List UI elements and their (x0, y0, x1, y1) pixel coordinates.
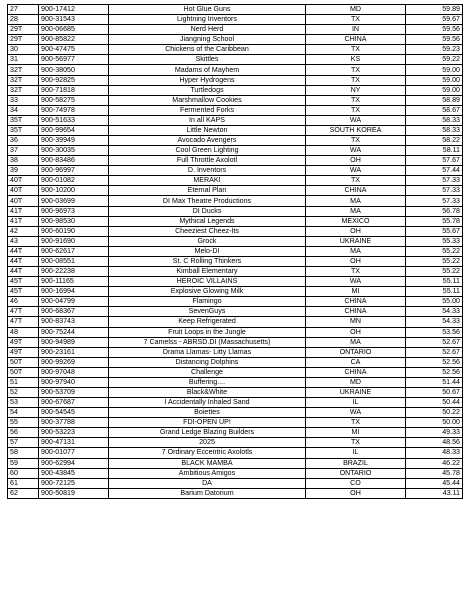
state-cell: BRAZIL (306, 458, 406, 468)
team-number-cell: 900-50819 (39, 488, 109, 498)
team-number-cell: 900-01082 (39, 176, 109, 186)
state-cell: TX (306, 75, 406, 85)
team-name-cell: Keep Refrigerated (109, 317, 306, 327)
team-number-cell: 900-06685 (39, 25, 109, 35)
state-cell: TX (306, 418, 406, 428)
score-cell: 55.11 (406, 287, 463, 297)
team-number-cell: 900-23161 (39, 347, 109, 357)
table-row (8, 226, 463, 236)
rank-cell: 27 (8, 5, 39, 15)
score-cell: 48.56 (406, 438, 463, 448)
score-cell: 50.44 (406, 398, 463, 408)
team-name-cell: Chickens of the Caribbean (109, 45, 306, 55)
score-cell: 52.56 (406, 367, 463, 377)
table-row (8, 25, 463, 35)
team-name-cell: HEROIC VILLAINS (109, 277, 306, 287)
team-name-cell: Cool Green Lighting (109, 146, 306, 156)
rank-cell: 47T (8, 317, 39, 327)
score-cell: 58.22 (406, 136, 463, 146)
score-cell: 58.33 (406, 125, 463, 135)
table-row (8, 45, 463, 55)
state-cell: MEXICO (306, 216, 406, 226)
rank-cell: 58 (8, 448, 39, 458)
state-cell: IN (306, 25, 406, 35)
team-name-cell: Distancing Dolphins (109, 357, 306, 367)
table-row (8, 347, 463, 357)
table-row (8, 287, 463, 297)
state-cell: SOUTH KOREA (306, 125, 406, 135)
table-row (8, 115, 463, 125)
state-cell: ONTARIO (306, 347, 406, 357)
rank-cell: 41T (8, 206, 39, 216)
score-cell: 49.33 (406, 428, 463, 438)
team-number-cell: 900-99269 (39, 357, 109, 367)
table-row (8, 337, 463, 347)
team-name-cell: Flamingo (109, 297, 306, 307)
table-row (8, 136, 463, 146)
team-number-cell: 900-85822 (39, 35, 109, 45)
state-cell: WA (306, 408, 406, 418)
rank-cell: 48 (8, 327, 39, 337)
results-body (8, 5, 463, 499)
team-name-cell: D. Inventors (109, 166, 306, 176)
state-cell: IL (306, 448, 406, 458)
rank-cell: 44T (8, 246, 39, 256)
state-cell: TX (306, 15, 406, 25)
rank-cell: 55 (8, 418, 39, 428)
state-cell: OH (306, 488, 406, 498)
rank-cell: 36 (8, 136, 39, 146)
rank-cell: 44T (8, 256, 39, 266)
state-cell: TX (306, 105, 406, 115)
table-row (8, 95, 463, 105)
score-cell: 55.22 (406, 256, 463, 266)
team-number-cell: 900-03699 (39, 196, 109, 206)
team-name-cell: Full Throttle Axolotl (109, 156, 306, 166)
table-row (8, 428, 463, 438)
state-cell: CHINA (306, 297, 406, 307)
rank-cell: 34 (8, 105, 39, 115)
team-number-cell: 900-17412 (39, 5, 109, 15)
team-number-cell: 900-83743 (39, 317, 109, 327)
rank-cell: 50T (8, 367, 39, 377)
team-number-cell: 900-83486 (39, 156, 109, 166)
team-number-cell: 900-92825 (39, 75, 109, 85)
team-number-cell: 900-58275 (39, 95, 109, 105)
table-row (8, 448, 463, 458)
score-cell: 55.00 (406, 297, 463, 307)
state-cell: CHINA (306, 367, 406, 377)
team-name-cell: Black&White (109, 387, 306, 397)
team-name-cell: DI Max Theatre Productions (109, 196, 306, 206)
table-row (8, 458, 463, 468)
state-cell: KS (306, 55, 406, 65)
table-row (8, 186, 463, 196)
score-cell: 57.33 (406, 196, 463, 206)
team-name-cell: FDI-OPEN UP! (109, 418, 306, 428)
state-cell: MA (306, 337, 406, 347)
score-cell: 59.00 (406, 65, 463, 75)
score-cell: 45.44 (406, 478, 463, 488)
state-cell: NY (306, 85, 406, 95)
table-row (8, 387, 463, 397)
team-number-cell: 900-99654 (39, 125, 109, 135)
score-cell: 58.33 (406, 115, 463, 125)
table-row (8, 327, 463, 337)
score-cell: 57.33 (406, 176, 463, 186)
rank-cell: 43 (8, 236, 39, 246)
table-row (8, 317, 463, 327)
table-row (8, 35, 463, 45)
score-cell: 58.11 (406, 146, 463, 156)
table-row (8, 105, 463, 115)
rank-cell: 35T (8, 125, 39, 135)
team-number-cell: 900-75244 (39, 327, 109, 337)
table-row (8, 307, 463, 317)
rank-cell: 32T (8, 65, 39, 75)
score-cell: 53.56 (406, 327, 463, 337)
team-number-cell: 900-47131 (39, 438, 109, 448)
rank-cell: 62 (8, 488, 39, 498)
team-number-cell: 900-97940 (39, 377, 109, 387)
team-number-cell: 900-04799 (39, 297, 109, 307)
team-number-cell: 900-31543 (39, 15, 109, 25)
team-number-cell: 900-96973 (39, 206, 109, 216)
score-cell: 59.56 (406, 25, 463, 35)
score-cell: 52.56 (406, 357, 463, 367)
state-cell: TX (306, 95, 406, 105)
team-name-cell: Buffering.... (109, 377, 306, 387)
state-cell: CHINA (306, 307, 406, 317)
team-number-cell: 900-47475 (39, 45, 109, 55)
team-number-cell: 900-56977 (39, 55, 109, 65)
team-name-cell: Marshmallow Cookies (109, 95, 306, 105)
team-name-cell: BLACK MAMBA (109, 458, 306, 468)
table-row (8, 65, 463, 75)
state-cell: MD (306, 5, 406, 15)
team-name-cell: Madams of Mayhem (109, 65, 306, 75)
table-row (8, 438, 463, 448)
team-number-cell: 900-94989 (39, 337, 109, 347)
team-name-cell: Jiangning School (109, 35, 306, 45)
table-row (8, 146, 463, 156)
state-cell: CA (306, 357, 406, 367)
table-row (8, 377, 463, 387)
rank-cell: 35T (8, 115, 39, 125)
score-cell: 59.00 (406, 75, 463, 85)
score-cell: 59.67 (406, 15, 463, 25)
score-cell: 55.67 (406, 226, 463, 236)
team-number-cell: 900-71818 (39, 85, 109, 95)
rank-cell: 49T (8, 337, 39, 347)
rank-cell: 40T (8, 176, 39, 186)
rank-cell: 30 (8, 45, 39, 55)
table-row (8, 246, 463, 256)
score-cell: 50.67 (406, 387, 463, 397)
score-cell: 52.67 (406, 347, 463, 357)
team-number-cell: 900-53709 (39, 387, 109, 397)
state-cell: CHINA (306, 35, 406, 45)
team-name-cell: Ambitious Amigos (109, 468, 306, 478)
rank-cell: 28 (8, 15, 39, 25)
score-cell: 55.22 (406, 246, 463, 256)
score-cell: 50.22 (406, 408, 463, 418)
rank-cell: 44T (8, 267, 39, 277)
table-row (8, 196, 463, 206)
team-number-cell: 900-01077 (39, 448, 109, 458)
score-cell: 52.67 (406, 337, 463, 347)
rank-cell: 59 (8, 458, 39, 468)
score-cell: 59.23 (406, 45, 463, 55)
team-name-cell: Lightning Inventors (109, 15, 306, 25)
score-cell: 59.56 (406, 35, 463, 45)
team-number-cell: 900-97048 (39, 367, 109, 377)
table-row (8, 357, 463, 367)
team-number-cell: 900-72125 (39, 478, 109, 488)
rank-cell: 51 (8, 377, 39, 387)
team-name-cell: 7 Ordinary Eccentric Axolotls (109, 448, 306, 458)
team-number-cell: 900-91690 (39, 236, 109, 246)
rank-cell: 39 (8, 166, 39, 176)
table-row (8, 256, 463, 266)
table-row (8, 478, 463, 488)
state-cell: OH (306, 327, 406, 337)
team-number-cell: 900-16994 (39, 287, 109, 297)
rank-cell: 42 (8, 226, 39, 236)
score-cell: 58.89 (406, 95, 463, 105)
team-number-cell: 900-68367 (39, 307, 109, 317)
state-cell: MN (306, 317, 406, 327)
state-cell: TX (306, 267, 406, 277)
team-number-cell: 900-54545 (39, 408, 109, 418)
team-name-cell: Grand Ledge Blazing Builders (109, 428, 306, 438)
state-cell: TX (306, 45, 406, 55)
score-cell: 57.44 (406, 166, 463, 176)
rank-cell: 49T (8, 347, 39, 357)
state-cell: OH (306, 156, 406, 166)
state-cell: TX (306, 65, 406, 75)
rank-cell: 45T (8, 277, 39, 287)
rank-cell: 41T (8, 216, 39, 226)
score-cell: 59.89 (406, 5, 463, 15)
rank-cell: 45T (8, 287, 39, 297)
team-number-cell: 900-38050 (39, 65, 109, 75)
rank-cell: 50T (8, 357, 39, 367)
team-name-cell: Drama Llamas- Litty Llamas (109, 347, 306, 357)
state-cell: UKRAINE (306, 236, 406, 246)
team-name-cell: Avocado Avengers (109, 136, 306, 146)
team-number-cell: 900-22238 (39, 267, 109, 277)
score-cell: 55.33 (406, 236, 463, 246)
team-name-cell: DI Ducks (109, 206, 306, 216)
team-number-cell: 900-53223 (39, 428, 109, 438)
score-cell: 55.11 (406, 277, 463, 287)
table-row (8, 398, 463, 408)
state-cell: MA (306, 206, 406, 216)
state-cell: CO (306, 478, 406, 488)
table-row (8, 468, 463, 478)
state-cell: WA (306, 115, 406, 125)
team-name-cell: Eternal Plan (109, 186, 306, 196)
score-cell: 54.33 (406, 307, 463, 317)
team-number-cell: 900-96997 (39, 166, 109, 176)
team-name-cell: Little Newton (109, 125, 306, 135)
team-number-cell: 900-62994 (39, 458, 109, 468)
results-table (7, 4, 463, 499)
team-name-cell: Fruit Loops in the Jungle (109, 327, 306, 337)
team-name-cell: Kimball Elementary (109, 267, 306, 277)
table-row (8, 85, 463, 95)
table-row (8, 206, 463, 216)
team-name-cell: 7 Camelss - ABRSD.DI (Massachusetts) (109, 337, 306, 347)
rank-cell: 47T (8, 307, 39, 317)
state-cell: MI (306, 428, 406, 438)
table-row (8, 267, 463, 277)
rank-cell: 46 (8, 297, 39, 307)
score-cell: 59.22 (406, 55, 463, 65)
team-name-cell: St. C Rolling Thinkers (109, 256, 306, 266)
rank-cell: 53 (8, 398, 39, 408)
table-row (8, 367, 463, 377)
rank-cell: 40T (8, 186, 39, 196)
rank-cell: 32T (8, 85, 39, 95)
team-name-cell: Fermented Forks (109, 105, 306, 115)
rank-cell: 37 (8, 146, 39, 156)
rank-cell: 56 (8, 428, 39, 438)
table-row (8, 156, 463, 166)
rank-cell: 57 (8, 438, 39, 448)
table-row (8, 176, 463, 186)
rank-cell: 29T (8, 25, 39, 35)
table-row (8, 277, 463, 287)
state-cell: UKRAINE (306, 387, 406, 397)
state-cell: IL (306, 398, 406, 408)
state-cell: OH (306, 226, 406, 236)
table-row (8, 216, 463, 226)
team-name-cell: Melo-DI (109, 246, 306, 256)
team-name-cell: Explosive Glowing Milk (109, 287, 306, 297)
score-cell: 57.67 (406, 156, 463, 166)
rank-cell: 33 (8, 95, 39, 105)
team-name-cell: Challenge (109, 367, 306, 377)
state-cell: OH (306, 256, 406, 266)
team-name-cell: Hyper Hydrogens (109, 75, 306, 85)
state-cell: MA (306, 196, 406, 206)
rank-cell: 31 (8, 55, 39, 65)
team-number-cell: 900-11165 (39, 277, 109, 287)
score-cell: 50.00 (406, 418, 463, 428)
table-row (8, 408, 463, 418)
table-row (8, 15, 463, 25)
team-name-cell: Cheeziest Cheez-Its (109, 226, 306, 236)
state-cell: WA (306, 166, 406, 176)
rank-cell: 38 (8, 156, 39, 166)
score-cell: 55.22 (406, 267, 463, 277)
state-cell: TX (306, 438, 406, 448)
state-cell: ONTARIO (306, 468, 406, 478)
team-number-cell: 900-43845 (39, 468, 109, 478)
score-cell: 46.22 (406, 458, 463, 468)
team-name-cell: SevenGuys (109, 307, 306, 317)
team-name-cell: Nerd Herd (109, 25, 306, 35)
state-cell: MA (306, 246, 406, 256)
team-name-cell: MERAKI (109, 176, 306, 186)
table-row (8, 5, 463, 15)
team-number-cell: 900-62617 (39, 246, 109, 256)
team-name-cell: Hot Glue Guns (109, 5, 306, 15)
team-name-cell: 2025 (109, 438, 306, 448)
rank-cell: 54 (8, 408, 39, 418)
score-cell: 43.11 (406, 488, 463, 498)
team-name-cell: Barium Datorium (109, 488, 306, 498)
score-cell: 45.78 (406, 468, 463, 478)
team-number-cell: 900-30035 (39, 146, 109, 156)
state-cell: WA (306, 146, 406, 156)
table-row (8, 166, 463, 176)
rank-cell: 32T (8, 75, 39, 85)
table-row (8, 125, 463, 135)
team-name-cell: I Accidentally Inhaled Sand (109, 398, 306, 408)
team-name-cell: Boiettes (109, 408, 306, 418)
team-name-cell: DA (109, 478, 306, 488)
state-cell: TX (306, 176, 406, 186)
table-row (8, 75, 463, 85)
score-cell: 54.33 (406, 317, 463, 327)
table-row (8, 236, 463, 246)
rank-cell: 61 (8, 478, 39, 488)
team-number-cell: 900-51633 (39, 115, 109, 125)
score-cell: 59.00 (406, 85, 463, 95)
team-name-cell: Mythical Legends (109, 216, 306, 226)
team-number-cell: 900-67687 (39, 398, 109, 408)
team-number-cell: 900-60190 (39, 226, 109, 236)
team-number-cell: 900-98530 (39, 216, 109, 226)
rank-cell: 29T (8, 35, 39, 45)
team-number-cell: 900-39949 (39, 136, 109, 146)
score-cell: 58.67 (406, 105, 463, 115)
state-cell: MD (306, 377, 406, 387)
team-number-cell: 900-37788 (39, 418, 109, 428)
score-cell: 57.33 (406, 186, 463, 196)
state-cell: WA (306, 277, 406, 287)
score-cell: 51.44 (406, 377, 463, 387)
state-cell: TX (306, 136, 406, 146)
table-row (8, 418, 463, 428)
table-row (8, 297, 463, 307)
score-cell: 48.33 (406, 448, 463, 458)
team-name-cell: Grock (109, 236, 306, 246)
state-cell: CHINA (306, 186, 406, 196)
team-name-cell: Skittles (109, 55, 306, 65)
table-row (8, 55, 463, 65)
team-name-cell: Turtledogs (109, 85, 306, 95)
rank-cell: 60 (8, 468, 39, 478)
team-name-cell: In all KAPS (109, 115, 306, 125)
team-number-cell: 900-74978 (39, 105, 109, 115)
table-row (8, 488, 463, 498)
team-number-cell: 900-08551 (39, 256, 109, 266)
team-number-cell: 900-10200 (39, 186, 109, 196)
score-cell: 56.78 (406, 206, 463, 216)
rank-cell: 40T (8, 196, 39, 206)
state-cell: MI (306, 287, 406, 297)
score-cell: 55.78 (406, 216, 463, 226)
rank-cell: 52 (8, 387, 39, 397)
